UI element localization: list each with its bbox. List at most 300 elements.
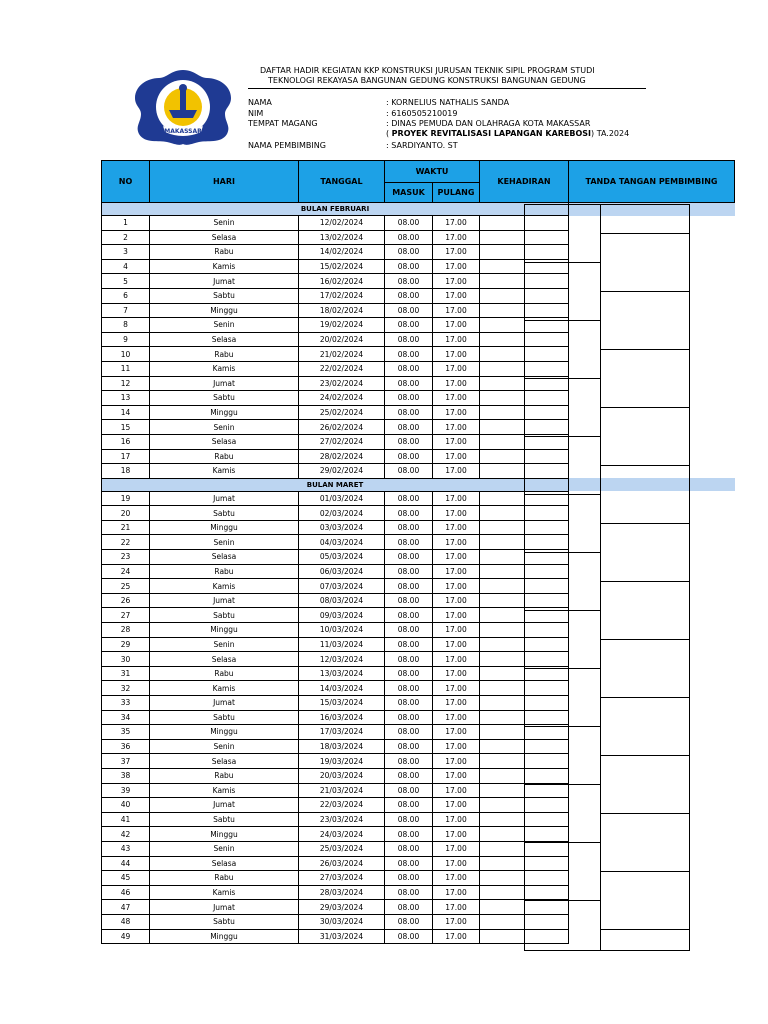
row-pulang: 17.00: [433, 506, 480, 521]
row-pulang: 17.00: [433, 420, 480, 435]
proyek-close: ) TA.2024: [591, 129, 630, 138]
signature-box[interactable]: [524, 842, 601, 901]
col-tanggal: TANGGAL: [299, 161, 385, 203]
row-masuk: 08.00: [385, 652, 433, 667]
row-masuk: 08.00: [385, 754, 433, 769]
signature-box[interactable]: [600, 639, 690, 698]
signature-box[interactable]: [600, 233, 690, 292]
row-no: 38: [102, 768, 150, 783]
row-pulang: 17.00: [433, 391, 480, 406]
row-pulang: 17.00: [433, 449, 480, 464]
row-masuk: 08.00: [385, 216, 433, 231]
pembimbing-value: : SARDIYANTO. ST: [386, 141, 458, 150]
row-hari: Sabtu: [150, 288, 299, 303]
row-tanggal: 19/02/2024: [299, 318, 385, 333]
row-tanggal: 13/03/2024: [299, 666, 385, 681]
row-pulang: 17.00: [433, 812, 480, 827]
row-masuk: 08.00: [385, 623, 433, 638]
row-hari: Sabtu: [150, 812, 299, 827]
svg-text:MAKASSAR: MAKASSAR: [164, 128, 202, 135]
row-pulang: 17.00: [433, 274, 480, 289]
row-no: 15: [102, 420, 150, 435]
document-title: [248, 66, 648, 86]
row-no: 18: [102, 464, 150, 479]
row-tanggal: 29/03/2024: [299, 900, 385, 915]
row-no: 20: [102, 506, 150, 521]
row-hari: Rabu: [150, 564, 299, 579]
row-no: 45: [102, 871, 150, 886]
row-masuk: 08.00: [385, 506, 433, 521]
signature-box[interactable]: [524, 610, 601, 669]
row-tanggal: 19/03/2024: [299, 754, 385, 769]
row-masuk: 08.00: [385, 666, 433, 681]
row-no: 6: [102, 288, 150, 303]
row-hari: Senin: [150, 841, 299, 856]
row-pulang: 17.00: [433, 725, 480, 740]
row-no: 5: [102, 274, 150, 289]
row-no: 1: [102, 216, 150, 231]
row-pulang: 17.00: [433, 783, 480, 798]
row-tanggal: 22/02/2024: [299, 361, 385, 376]
row-masuk: 08.00: [385, 361, 433, 376]
row-no: 4: [102, 259, 150, 274]
row-pulang: 17.00: [433, 579, 480, 594]
row-masuk: 08.00: [385, 681, 433, 696]
tempat-value: : DINAS PEMUDA DAN OLAHRAGA KOTA MAKASSAR: [386, 119, 591, 128]
row-pulang: 17.00: [433, 798, 480, 813]
row-no: 33: [102, 696, 150, 711]
row-hari: Selasa: [150, 652, 299, 667]
signature-box[interactable]: [600, 813, 690, 872]
row-no: 25: [102, 579, 150, 594]
row-hari: Jumat: [150, 798, 299, 813]
title-line-1: DAFTAR HADIR KEGIATAN KKP KONSTRUKSI JURUSAN TEKNIK SIPIL PROGRAM STUDI: [260, 66, 595, 75]
row-no: 16: [102, 434, 150, 449]
row-masuk: 08.00: [385, 245, 433, 260]
row-masuk: 08.00: [385, 449, 433, 464]
row-no: 46: [102, 885, 150, 900]
row-no: 2: [102, 230, 150, 245]
signature-box[interactable]: [524, 320, 601, 379]
row-pulang: 17.00: [433, 376, 480, 391]
col-pulang: PULANG: [433, 183, 480, 203]
row-no: 29: [102, 637, 150, 652]
row-masuk: 08.00: [385, 535, 433, 550]
row-no: 22: [102, 535, 150, 550]
signature-box[interactable]: [600, 407, 690, 466]
row-masuk: 08.00: [385, 841, 433, 856]
row-masuk: 08.00: [385, 929, 433, 944]
proyek-open: (: [386, 129, 392, 138]
row-no: 13: [102, 391, 150, 406]
row-tanggal: 20/02/2024: [299, 332, 385, 347]
row-no: 48: [102, 914, 150, 929]
row-tanggal: 16/03/2024: [299, 710, 385, 725]
row-hari: Jumat: [150, 274, 299, 289]
row-masuk: 08.00: [385, 405, 433, 420]
row-tanggal: 10/03/2024: [299, 623, 385, 638]
row-no: 28: [102, 623, 150, 638]
row-pulang: 17.00: [433, 652, 480, 667]
row-no: 44: [102, 856, 150, 871]
row-masuk: 08.00: [385, 391, 433, 406]
row-tanggal: 24/02/2024: [299, 391, 385, 406]
row-no: 23: [102, 550, 150, 565]
row-pulang: 17.00: [433, 827, 480, 842]
row-pulang: 17.00: [433, 900, 480, 915]
row-tanggal: 12/02/2024: [299, 216, 385, 231]
row-pulang: 17.00: [433, 303, 480, 318]
row-tanggal: 08/03/2024: [299, 593, 385, 608]
row-hari: Minggu: [150, 405, 299, 420]
row-tanggal: 02/03/2024: [299, 506, 385, 521]
row-hari: Selasa: [150, 230, 299, 245]
signature-box[interactable]: [524, 436, 601, 495]
signature-box[interactable]: [600, 465, 690, 524]
row-hari: Kamis: [150, 885, 299, 900]
row-tanggal: 18/03/2024: [299, 739, 385, 754]
row-hari: Rabu: [150, 449, 299, 464]
row-tanggal: 07/03/2024: [299, 579, 385, 594]
row-pulang: 17.00: [433, 608, 480, 623]
col-masuk: MASUK: [385, 183, 433, 203]
row-tanggal: 31/03/2024: [299, 929, 385, 944]
row-masuk: 08.00: [385, 464, 433, 479]
row-pulang: 17.00: [433, 318, 480, 333]
row-pulang: 17.00: [433, 216, 480, 231]
col-ttd: TANDA TANGAN PEMBIMBING: [569, 161, 735, 203]
row-masuk: 08.00: [385, 491, 433, 506]
row-no: 21: [102, 520, 150, 535]
row-tanggal: 05/03/2024: [299, 550, 385, 565]
row-no: 40: [102, 798, 150, 813]
row-pulang: 17.00: [433, 914, 480, 929]
row-no: 30: [102, 652, 150, 667]
row-pulang: 17.00: [433, 666, 480, 681]
row-no: 17: [102, 449, 150, 464]
row-pulang: 17.00: [433, 491, 480, 506]
proyek-value: [386, 129, 629, 139]
row-pulang: 17.00: [433, 710, 480, 725]
row-hari: Jumat: [150, 593, 299, 608]
row-no: 32: [102, 681, 150, 696]
row-masuk: 08.00: [385, 259, 433, 274]
row-hari: Kamis: [150, 259, 299, 274]
row-no: 39: [102, 783, 150, 798]
row-hari: Selasa: [150, 332, 299, 347]
title-line-2: TEKNOLOGI REKAYASA BANGUNAN GEDUNG KONSTRUKSI BANGUNAN GEDUNG: [268, 76, 586, 85]
row-tanggal: 26/02/2024: [299, 420, 385, 435]
row-tanggal: 27/02/2024: [299, 434, 385, 449]
row-masuk: 08.00: [385, 768, 433, 783]
nim-value: : 6160505210019: [386, 109, 458, 118]
row-no: 10: [102, 347, 150, 362]
row-no: 11: [102, 361, 150, 376]
row-pulang: 17.00: [433, 739, 480, 754]
row-pulang: 17.00: [433, 245, 480, 260]
row-masuk: 08.00: [385, 827, 433, 842]
row-hari: Minggu: [150, 520, 299, 535]
row-pulang: 17.00: [433, 768, 480, 783]
row-hari: Senin: [150, 637, 299, 652]
signature-box[interactable]: [600, 581, 690, 640]
row-masuk: 08.00: [385, 856, 433, 871]
nama-value: : KORNELIUS NATHALIS SANDA: [386, 98, 510, 107]
row-tanggal: 21/03/2024: [299, 783, 385, 798]
row-masuk: 08.00: [385, 520, 433, 535]
row-masuk: 08.00: [385, 812, 433, 827]
university-logo: [133, 68, 233, 146]
row-pulang: 17.00: [433, 535, 480, 550]
row-pulang: 17.00: [433, 841, 480, 856]
row-hari: Jumat: [150, 491, 299, 506]
row-masuk: 08.00: [385, 885, 433, 900]
signature-box[interactable]: [524, 726, 601, 785]
row-hari: Senin: [150, 535, 299, 550]
row-masuk: 08.00: [385, 303, 433, 318]
row-hari: Minggu: [150, 623, 299, 638]
row-tanggal: 15/03/2024: [299, 696, 385, 711]
signature-box[interactable]: [600, 349, 690, 408]
row-hari: Sabtu: [150, 506, 299, 521]
row-no: 14: [102, 405, 150, 420]
row-hari: Rabu: [150, 768, 299, 783]
row-tanggal: 01/03/2024: [299, 491, 385, 506]
row-tanggal: 12/03/2024: [299, 652, 385, 667]
row-masuk: 08.00: [385, 900, 433, 915]
row-no: 7: [102, 303, 150, 318]
row-masuk: 08.00: [385, 710, 433, 725]
signature-box[interactable]: [524, 494, 601, 553]
month-label: BULAN FEBRUARI: [102, 203, 569, 216]
row-no: 41: [102, 812, 150, 827]
row-tanggal: 29/02/2024: [299, 464, 385, 479]
row-tanggal: 11/03/2024: [299, 637, 385, 652]
signature-box[interactable]: [600, 291, 690, 350]
row-masuk: 08.00: [385, 318, 433, 333]
row-hari: Kamis: [150, 464, 299, 479]
nama-label: NAMA: [248, 98, 272, 107]
row-masuk: 08.00: [385, 274, 433, 289]
row-masuk: 08.00: [385, 739, 433, 754]
row-masuk: 08.00: [385, 579, 433, 594]
row-tanggal: 14/02/2024: [299, 245, 385, 260]
row-hari: Sabtu: [150, 914, 299, 929]
row-tanggal: 09/03/2024: [299, 608, 385, 623]
row-masuk: 08.00: [385, 434, 433, 449]
row-masuk: 08.00: [385, 376, 433, 391]
col-no: NO: [102, 161, 150, 203]
row-hari: Sabtu: [150, 710, 299, 725]
row-pulang: 17.00: [433, 754, 480, 769]
row-hari: Jumat: [150, 376, 299, 391]
row-masuk: 08.00: [385, 332, 433, 347]
row-tanggal: 06/03/2024: [299, 564, 385, 579]
row-pulang: 17.00: [433, 520, 480, 535]
signature-box[interactable]: [524, 552, 601, 611]
signature-box[interactable]: [524, 668, 601, 727]
row-masuk: 08.00: [385, 593, 433, 608]
row-tanggal: 25/02/2024: [299, 405, 385, 420]
signature-box[interactable]: [524, 262, 601, 321]
signature-box[interactable]: [600, 697, 690, 756]
row-hari: Rabu: [150, 347, 299, 362]
row-no: 31: [102, 666, 150, 681]
row-tanggal: 25/03/2024: [299, 841, 385, 856]
nim-label: NIM: [248, 109, 264, 118]
row-pulang: 17.00: [433, 623, 480, 638]
row-no: 35: [102, 725, 150, 740]
row-pulang: 17.00: [433, 593, 480, 608]
col-waktu: WAKTU: [385, 161, 480, 183]
row-tanggal: 23/03/2024: [299, 812, 385, 827]
row-tanggal: 30/03/2024: [299, 914, 385, 929]
row-tanggal: 18/02/2024: [299, 303, 385, 318]
row-masuk: 08.00: [385, 550, 433, 565]
row-hari: Minggu: [150, 303, 299, 318]
tempat-label: TEMPAT MAGANG: [248, 119, 318, 128]
row-masuk: 08.00: [385, 637, 433, 652]
row-tanggal: 14/03/2024: [299, 681, 385, 696]
col-kehadiran: KEHADIRAN: [480, 161, 569, 203]
row-pulang: 17.00: [433, 681, 480, 696]
row-no: 26: [102, 593, 150, 608]
row-no: 36: [102, 739, 150, 754]
row-masuk: 08.00: [385, 347, 433, 362]
signature-box[interactable]: [524, 204, 601, 263]
row-hari: Kamis: [150, 361, 299, 376]
signature-box[interactable]: [524, 378, 601, 437]
row-hari: Rabu: [150, 245, 299, 260]
row-masuk: 08.00: [385, 288, 433, 303]
row-pulang: 17.00: [433, 259, 480, 274]
row-pulang: 17.00: [433, 405, 480, 420]
title-divider: [248, 88, 646, 89]
month-label: BULAN MARET: [102, 478, 569, 491]
row-hari: Selasa: [150, 434, 299, 449]
row-masuk: 08.00: [385, 914, 433, 929]
row-masuk: 08.00: [385, 230, 433, 245]
row-masuk: 08.00: [385, 608, 433, 623]
row-pulang: 17.00: [433, 564, 480, 579]
row-no: 47: [102, 900, 150, 915]
row-tanggal: 04/03/2024: [299, 535, 385, 550]
row-tanggal: 20/03/2024: [299, 768, 385, 783]
row-no: 8: [102, 318, 150, 333]
row-pulang: 17.00: [433, 929, 480, 944]
row-hari: Senin: [150, 739, 299, 754]
row-no: 37: [102, 754, 150, 769]
row-hari: Kamis: [150, 579, 299, 594]
signature-box[interactable]: [600, 929, 690, 951]
row-tanggal: 16/02/2024: [299, 274, 385, 289]
row-hari: Senin: [150, 318, 299, 333]
row-hari: Sabtu: [150, 391, 299, 406]
row-pulang: 17.00: [433, 434, 480, 449]
row-no: 24: [102, 564, 150, 579]
signature-box[interactable]: [600, 204, 690, 234]
row-no: 43: [102, 841, 150, 856]
row-hari: Minggu: [150, 929, 299, 944]
row-hari: Kamis: [150, 783, 299, 798]
row-hari: Selasa: [150, 550, 299, 565]
row-hari: Minggu: [150, 827, 299, 842]
row-hari: Senin: [150, 216, 299, 231]
row-pulang: 17.00: [433, 856, 480, 871]
pembimbing-label: NAMA PEMBIMBING: [248, 141, 326, 150]
row-no: 42: [102, 827, 150, 842]
col-hari: HARI: [150, 161, 299, 203]
row-no: 9: [102, 332, 150, 347]
row-tanggal: 23/02/2024: [299, 376, 385, 391]
signature-box[interactable]: [524, 784, 601, 843]
row-no: 49: [102, 929, 150, 944]
row-masuk: 08.00: [385, 783, 433, 798]
row-masuk: 08.00: [385, 420, 433, 435]
row-pulang: 17.00: [433, 871, 480, 886]
row-masuk: 08.00: [385, 696, 433, 711]
row-tanggal: 17/02/2024: [299, 288, 385, 303]
row-tanggal: 26/03/2024: [299, 856, 385, 871]
row-pulang: 17.00: [433, 464, 480, 479]
row-tanggal: 03/03/2024: [299, 520, 385, 535]
row-hari: Minggu: [150, 725, 299, 740]
row-tanggal: 15/02/2024: [299, 259, 385, 274]
row-hari: Selasa: [150, 856, 299, 871]
row-pulang: 17.00: [433, 230, 480, 245]
row-pulang: 17.00: [433, 361, 480, 376]
row-no: 27: [102, 608, 150, 623]
row-pulang: 17.00: [433, 696, 480, 711]
row-no: 12: [102, 376, 150, 391]
row-no: 34: [102, 710, 150, 725]
row-pulang: 17.00: [433, 885, 480, 900]
row-masuk: 08.00: [385, 798, 433, 813]
row-hari: Selasa: [150, 754, 299, 769]
row-tanggal: 17/03/2024: [299, 725, 385, 740]
row-no: 19: [102, 491, 150, 506]
row-hari: Rabu: [150, 871, 299, 886]
proyek-name: PROYEK REVITALISASI LAPANGAN KAREBOSI: [391, 129, 592, 138]
row-tanggal: 28/02/2024: [299, 449, 385, 464]
row-tanggal: 27/03/2024: [299, 871, 385, 886]
row-masuk: 08.00: [385, 725, 433, 740]
row-pulang: 17.00: [433, 550, 480, 565]
row-pulang: 17.00: [433, 288, 480, 303]
signature-box[interactable]: [524, 900, 601, 951]
row-pulang: 17.00: [433, 637, 480, 652]
signature-box[interactable]: [600, 523, 690, 582]
row-tanggal: 24/03/2024: [299, 827, 385, 842]
row-hari: Rabu: [150, 666, 299, 681]
row-tanggal: 22/03/2024: [299, 798, 385, 813]
row-tanggal: 13/02/2024: [299, 230, 385, 245]
row-tanggal: 28/03/2024: [299, 885, 385, 900]
row-masuk: 08.00: [385, 871, 433, 886]
row-hari: Kamis: [150, 681, 299, 696]
signature-box[interactable]: [600, 871, 690, 930]
signature-box[interactable]: [600, 755, 690, 814]
row-no: 3: [102, 245, 150, 260]
row-hari: Jumat: [150, 696, 299, 711]
row-pulang: 17.00: [433, 332, 480, 347]
row-hari: Senin: [150, 420, 299, 435]
row-pulang: 17.00: [433, 347, 480, 362]
row-tanggal: 21/02/2024: [299, 347, 385, 362]
row-masuk: 08.00: [385, 564, 433, 579]
row-hari: Sabtu: [150, 608, 299, 623]
row-hari: Jumat: [150, 900, 299, 915]
